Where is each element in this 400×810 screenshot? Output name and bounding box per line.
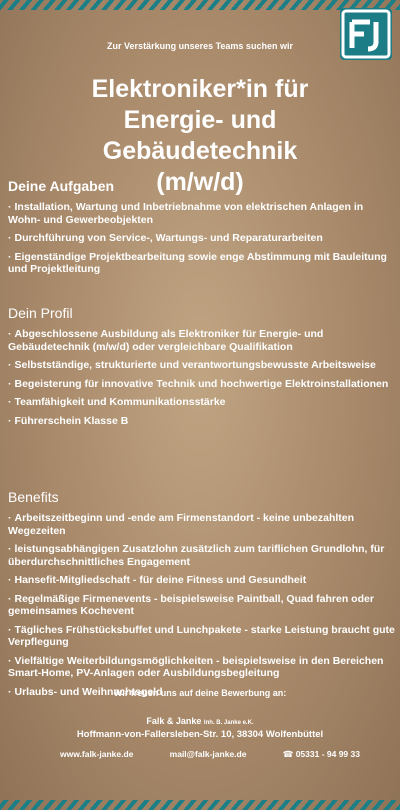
benefits-section — [8, 488, 396, 698]
phone-number: ☎ 05331 - 94 99 33 — [282, 749, 360, 759]
list-item: · Durchführung von Service-, Wartungs- und Reparaturarbeiten — [8, 232, 323, 244]
job-title-line: (m/w/d) — [156, 168, 244, 196]
list-item: · Abgeschlossene Ausbildung als Elektroniker für Energie- und Gebäudetechnik (m/w/d) oder vergleichbare Qualifikation — [8, 328, 324, 353]
company-owner: Inh. B. Janke e.K. — [203, 720, 254, 726]
company-logo — [340, 8, 392, 60]
list-item: · leistungsabhängigen Zusatzlohn zusätzlich zum tariflichen Grundlohn, für überdurchschnittliches Engagement — [8, 543, 385, 568]
list-item: · Teamfähigkeit und Kommunikationsstärke — [8, 396, 226, 408]
company-name: Falk & Janke — [146, 716, 202, 726]
list-item: · Regelmäßige Firmenevents - beispielsweise Paintball, Quad fahren oder gemeinsames Kochevent — [8, 592, 374, 617]
job-title-line: Gebäudetechnik — [102, 137, 298, 165]
list-item: · Vielfältige Weiterbildungsmöglichkeiten - beispielsweise in den Bereichen Smart-Home, PV-Anlagen oder Ausbildungsbegleitung — [8, 654, 384, 679]
phone-icon: ☎ — [282, 749, 294, 759]
list-item: · Hansefit-Mitgliedschaft - für deine Fitness und Gesundheit — [8, 574, 307, 586]
profil-section — [8, 304, 396, 427]
company-block — [0, 715, 400, 741]
email-link[interactable]: mail@falk-janke.de — [169, 749, 247, 759]
contact-row — [60, 749, 360, 760]
website-link[interactable]: www.falk-janke.de — [60, 749, 134, 759]
list-item: · Selbstständige, strukturierte und verantwortungsbewusste Arbeitsweise — [8, 359, 376, 371]
job-title-line: Elektroniker*in für — [91, 75, 309, 103]
benefits-heading: Benefits — [8, 489, 59, 505]
intro-text: Zur Verstärkung unseres Teams suchen wir — [107, 41, 293, 51]
list-item: · Eigenständige Projektbearbeitung sowie enge Abstimmung mit Bauleitung und Projektleitung — [8, 250, 387, 275]
list-item: · Führerschein Klasse B — [8, 414, 129, 427]
list-item: · Urlaubs- und Weihnachtsgeld — [8, 685, 163, 698]
list-item: · Arbeitszeitbeginn und -ende am Firmenstandort - keine unbezahlten Wegezeiten — [8, 512, 355, 537]
list-item: · Installation, Wartung und Inbetriebnahme von elektrischen Anlagen in Wohn- und Gewerbeobjekten — [8, 201, 364, 226]
company-address: Hoffmann-von-Fallersleben-Str. 10, 38304 Wolfenbüttel — [76, 729, 324, 740]
bottom-stripe-decoration — [0, 800, 400, 810]
aufgaben-section — [8, 177, 396, 276]
list-item: · Tägliches Frühstücksbuffet und Lunchpakete - starke Leistung braucht gute Verpflegung — [8, 623, 395, 648]
profil-heading: Dein Profil — [8, 305, 73, 321]
job-title-line: Energie- und — [123, 106, 277, 134]
aufgaben-heading: Deine Aufgaben — [8, 178, 115, 194]
logo-fj-icon — [340, 8, 392, 60]
closing-text: Wir freuen uns auf deine Bewerbung an: — [113, 688, 287, 698]
list-item: · Begeisterung für innovative Technik und hochwertige Elektroinstallationen — [8, 377, 389, 390]
